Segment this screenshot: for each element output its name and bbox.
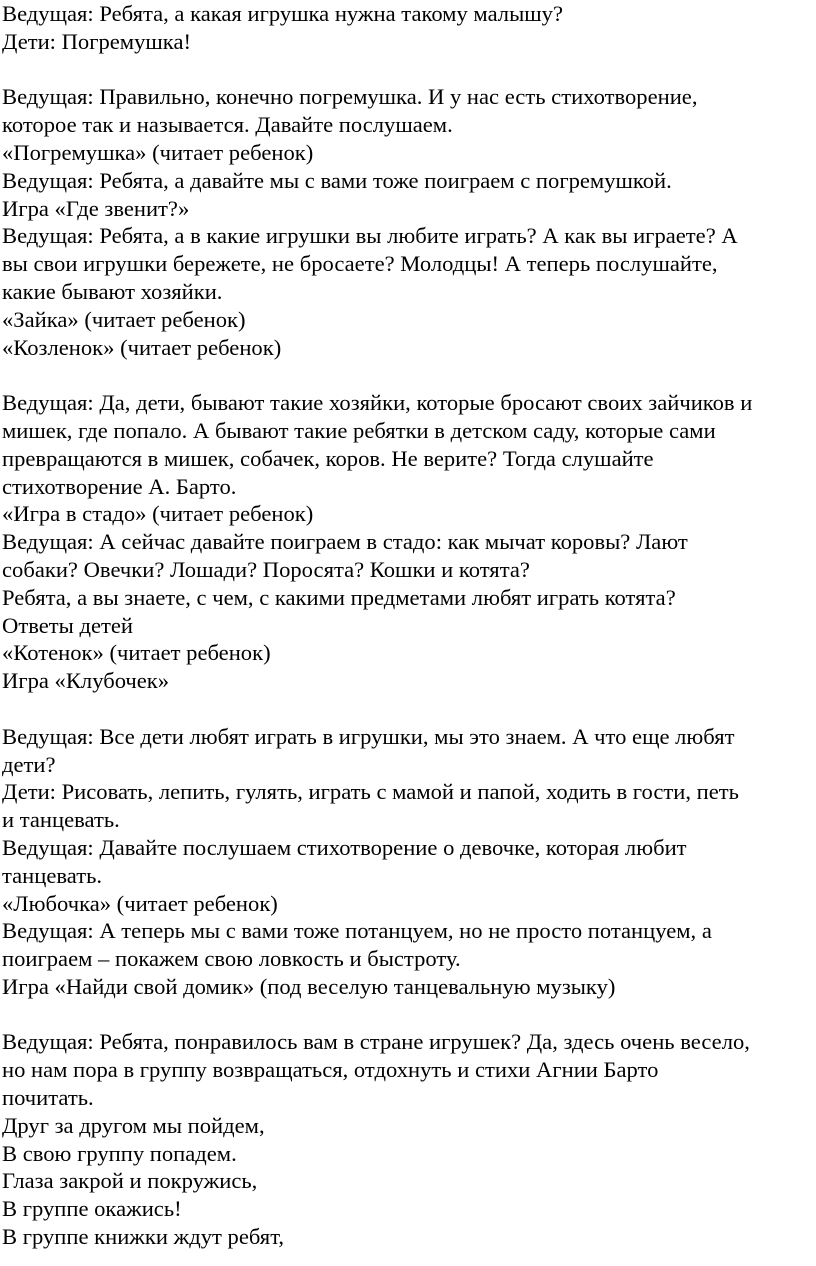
text-line: Ведущая: Ребята, а в какие игрушки вы любите играть? А как вы играете? А (2, 223, 738, 249)
text-line: которое так и называется. Давайте послушаем. (2, 112, 453, 138)
text-line: В свою группу попадем. (2, 1140, 237, 1166)
text-line: Дети: Погремушка! (2, 28, 191, 54)
text-line: Дети: Рисовать, лепить, гулять, играть с мамой и папой, ходить в гости, петь (2, 779, 739, 805)
text-line: стихотворение А. Барто. (2, 473, 237, 499)
paragraph-gap (2, 56, 812, 84)
text-line: Ведущая: Давайте послушаем стихотворение о девочке, которая любит (2, 834, 687, 860)
text-line: Игра «Клубочек» (2, 668, 170, 694)
text-line: В группе книжки ждут ребят, (2, 1224, 285, 1250)
text-line: «Игра в стадо» (читает ребенок) (2, 501, 314, 527)
text-line: превращаются в мишек, собачек, коров. Не верите? Тогда слушайте (2, 445, 654, 471)
text-line: Глаза закрой и покружись, (2, 1168, 258, 1194)
paragraph-gap (2, 1001, 812, 1029)
text-line: «Погремушка» (читает ребенок) (2, 139, 314, 165)
text-line: Ведущая: Ребята, а какая игрушка нужна такому малышу? (2, 1, 563, 26)
text-line: Ведущая: А сейчас давайте поиграем в стадо: как мычат коровы? Лают (2, 529, 688, 555)
text-line: дети? (2, 751, 56, 777)
text-line: Друг за другом мы пойдем, (2, 1112, 265, 1138)
text-line: Ведущая: Да, дети, бывают такие хозяйки, которые бросают своих зайчиков и (2, 390, 753, 416)
text-line: поиграем – покажем свою ловкость и быстроту. (2, 946, 461, 972)
text-line: Игра «Где звенит?» (2, 195, 190, 221)
text-line: В группе окажись! (2, 1196, 182, 1222)
text-line: «Козленок» (читает ребенок) (2, 334, 282, 360)
text-line: «Котенок» (читает ребенок) (2, 640, 271, 666)
text-line: Ведущая: Все дети любят играть в игрушки, мы это знаем. А что еще любят (2, 723, 735, 749)
text-line: но нам пора в группу возвращаться, отдохнуть и стихи Агнии Барто (2, 1057, 659, 1083)
text-line: Ведущая: Ребята, а давайте мы с вами тоже поиграем с погремушкой. (2, 167, 672, 193)
text-line: вы свои игрушки бережете, не бросаете? Молодцы! А теперь послушайте, (2, 251, 718, 277)
text-line: «Зайка» (читает ребенок) (2, 306, 246, 332)
paragraph-gap (2, 695, 812, 723)
text-line: почитать. (2, 1085, 94, 1111)
text-line: и танцевать. (2, 807, 120, 833)
text-line: Ведущая: Правильно, конечно погремушка. И у нас есть стихотворение, (2, 84, 698, 110)
text-line: «Любочка» (читает ребенок) (2, 890, 278, 916)
text-line: мишек, где попало. А бывают такие ребятки в детском саду, которые сами (2, 417, 716, 443)
text-line: танцевать. (2, 862, 103, 888)
text-line: Ответы детей (2, 612, 133, 638)
text-line: Игра «Найди свой домик» (под веселую танцевальную музыку) (2, 973, 616, 999)
text-line: Ведущая: А теперь мы с вами тоже потанцуем, но не просто потанцуем, а (2, 918, 712, 944)
text-line: какие бывают хозяйки. (2, 278, 223, 304)
paragraph-gap (2, 361, 812, 389)
text-line: собаки? Овечки? Лошади? Поросята? Кошки и котята? (2, 556, 530, 582)
text-line: Ребята, а вы знаете, с чем, с какими предметами любят играть котята? (2, 584, 676, 610)
text-line: Ведущая: Ребята, понравилось вам в стране игрушек? Да, здесь очень весело, (2, 1029, 750, 1055)
